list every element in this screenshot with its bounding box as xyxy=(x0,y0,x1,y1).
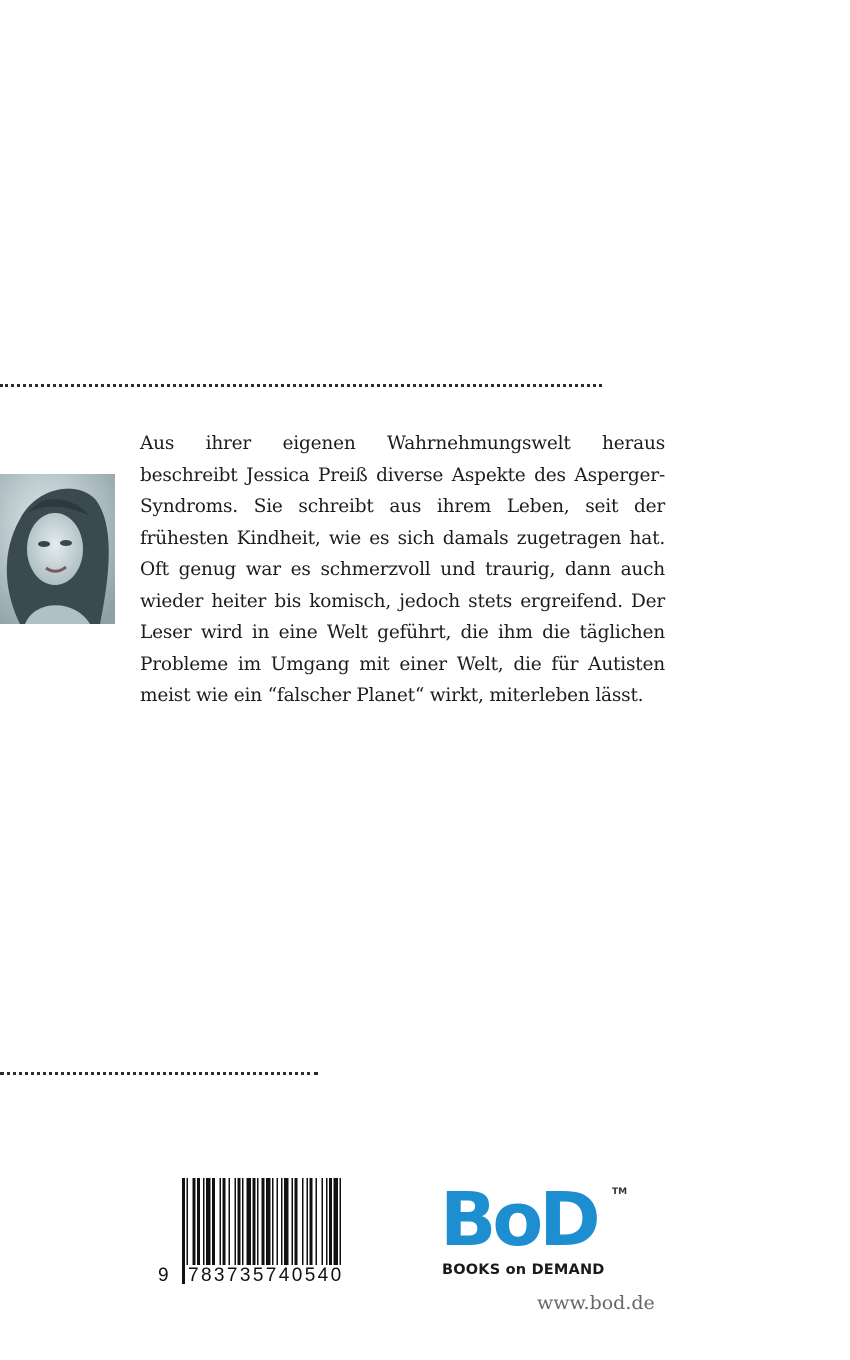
barcode-bar xyxy=(257,1178,259,1266)
barcode-bar xyxy=(247,1178,252,1266)
barcode-bar xyxy=(334,1178,339,1266)
publisher-url: www.bod.de xyxy=(537,1292,655,1314)
barcode-bar xyxy=(229,1178,231,1266)
dotted-divider-top xyxy=(0,384,602,387)
back-cover-blurb: Aus ihrer eigenen Wahrnehmungswelt heraus beschreibt Jessica Preiß diverse Aspekte des Asperger-Syndroms. Sie schreibt aus ihrem Leben, seit der frühesten Kindheit, wie es sich damals zugetragen hat. Oft genug war es schmerzvoll und traurig, dann auch wieder heiter bis komisch, jedoch stets ergreifend. Der Leser wird in eine Welt geführt, die ihm die täglichen Probleme im Umgang mit einer Welt, die für Autisten meist wie ein “falscher Planet“ wirkt, miterleben lässt. xyxy=(140,433,665,706)
barcode-bar xyxy=(220,1178,222,1266)
barcode-bar xyxy=(272,1178,274,1266)
barcode-bar xyxy=(292,1178,294,1266)
barcode-bar xyxy=(197,1178,200,1266)
barcode-bar xyxy=(316,1178,318,1266)
barcode-bar xyxy=(307,1178,309,1266)
barcode-bar xyxy=(322,1178,324,1266)
barcode-bar xyxy=(277,1178,279,1266)
barcode-bar xyxy=(203,1178,205,1266)
barcode-bar xyxy=(310,1178,313,1266)
barcode-bar xyxy=(206,1178,211,1266)
barcode-bar xyxy=(253,1178,256,1266)
bod-trademark: TM xyxy=(612,1187,628,1197)
barcode-bar xyxy=(295,1178,298,1266)
bod-logo: BoD xyxy=(440,1177,597,1263)
barcode-bar xyxy=(223,1178,226,1266)
barcode-bar xyxy=(235,1178,237,1266)
barcode-bar xyxy=(326,1178,328,1266)
author-portrait-icon xyxy=(0,474,115,624)
author-photo xyxy=(0,474,115,624)
bod-tagline: BOOKS on DEMAND xyxy=(442,1262,605,1278)
barcode-bar xyxy=(242,1178,244,1266)
barcode-bar xyxy=(238,1178,241,1266)
isbn-digits: 783735740540 xyxy=(186,1265,388,1287)
isbn-lead-digit: 9 xyxy=(158,1265,169,1286)
dotted-divider-bottom xyxy=(0,1072,318,1075)
barcode-bar xyxy=(212,1178,215,1266)
barcode-bar xyxy=(193,1178,196,1266)
barcode-bar xyxy=(281,1178,283,1266)
barcode-bar xyxy=(302,1178,304,1266)
barcode-bar xyxy=(284,1178,289,1266)
barcode-bar xyxy=(182,1178,185,1284)
barcode-bar xyxy=(329,1178,332,1266)
